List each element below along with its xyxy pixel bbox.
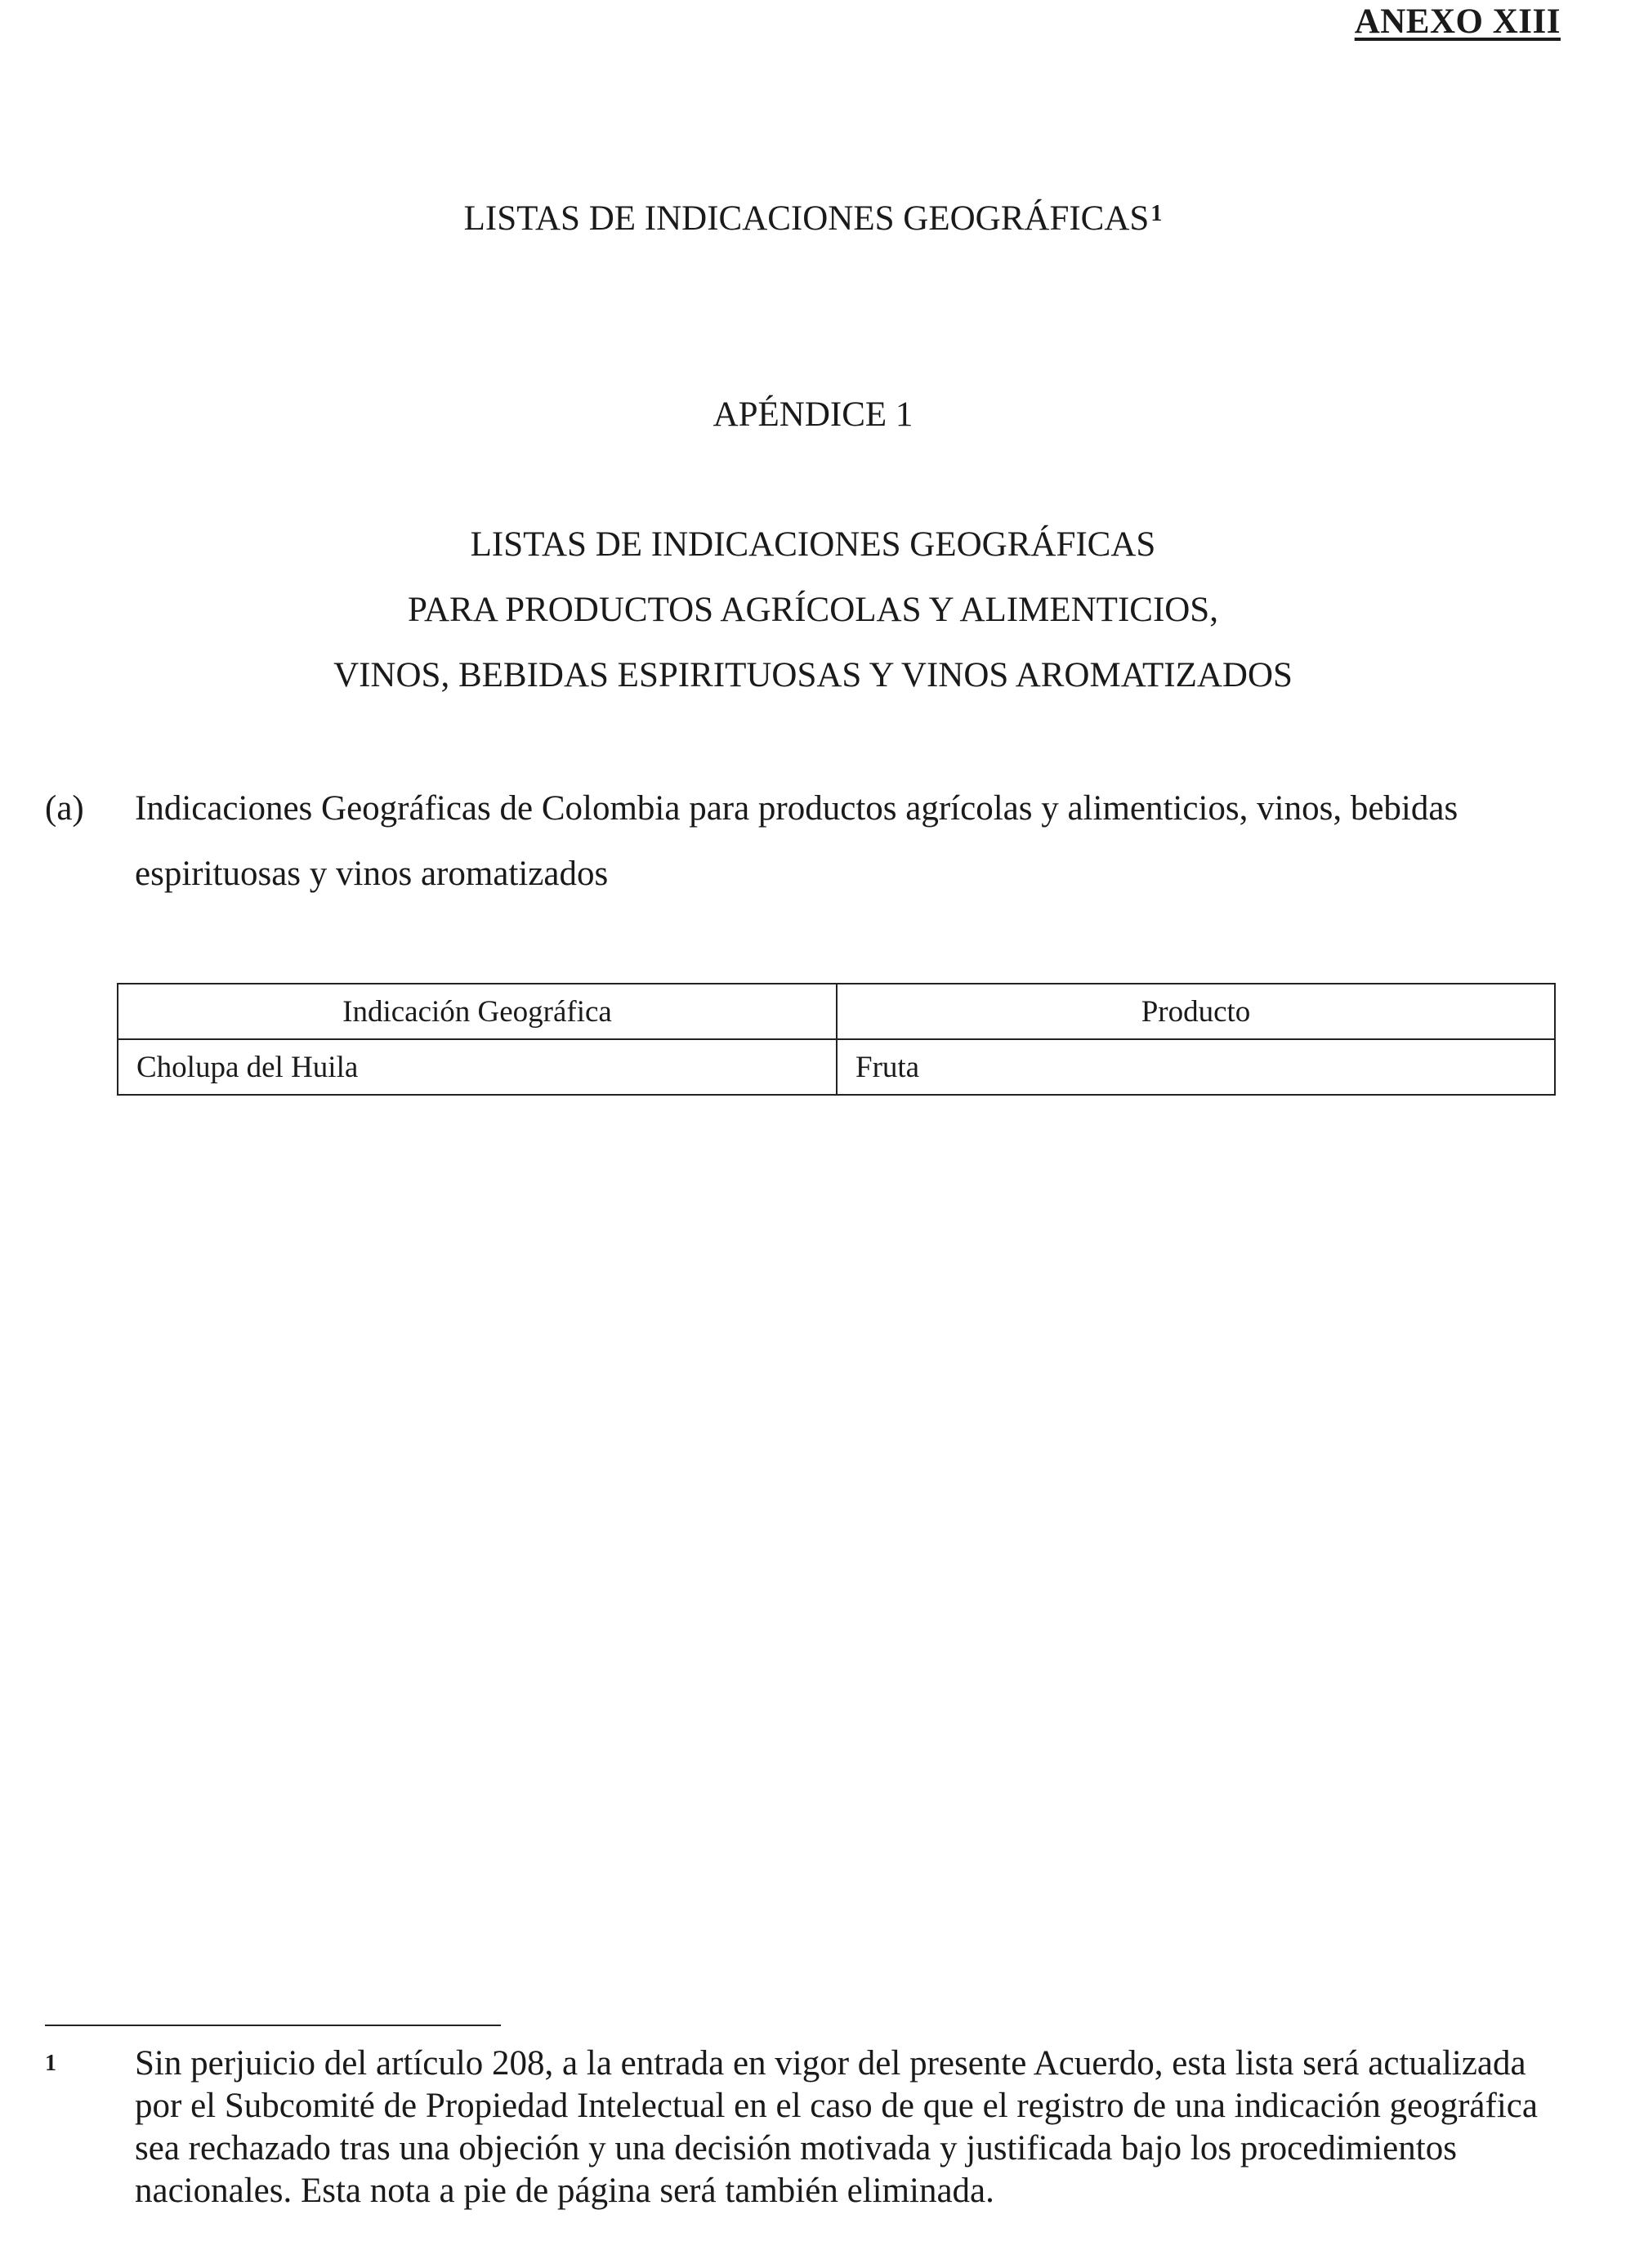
main-title [0,186,1626,252]
appendix-subtitle [0,512,1626,708]
footnote-mark: 1 [45,2051,56,2076]
column-header-indication: Indicación Geográfica [118,984,837,1039]
footnote-text: Sin perjuicio del artículo 208, a la entrada en vigor del presente Acuerdo, esta lista será actualizada por el Subcomité de Propiedad Intelectual en el caso de que el registro de una indicación geográfica sea rechazado tras una objeción y una decisión motivada y justificada bajo los procedimientos nacionales. Esta nota a pie de página será también eliminada. [135,2044,1538,2210]
section-text: Indicaciones Geográficas de Colombia para productos agrícolas y alimenticios, vinos, bebidas espirituosas y vinos aromatizados [135,789,1458,893]
appendix-subtitle-line: VINOS, BEBIDAS ESPIRITUOSAS Y VINOS AROMATIZADOS [333,656,1293,694]
main-title-text: LISTAS DE INDICACIONES GEOGRÁFICAS [463,199,1150,238]
geographic-indications-table [117,983,1556,1096]
table-header-row [118,984,1555,1039]
annex-label: ANEXO XIII [1354,2,1561,41]
section-marker: (a) [45,789,84,828]
table-row [118,1039,1555,1095]
footnote [45,2043,1581,2212]
appendix-subtitle-line: LISTAS DE INDICACIONES GEOGRÁFICAS [470,525,1156,564]
appendix-subtitle-line: PARA PRODUCTOS AGRÍCOLAS Y ALIMENTICIOS, [408,591,1218,629]
footnote-reference[interactable]: 1 [1150,201,1163,226]
footnote-divider [45,2025,501,2026]
cell-indication: Cholupa del Huila [118,1039,837,1095]
appendix-title: APÉNDICE 1 [712,395,914,434]
cell-product: Fruta [837,1039,1555,1095]
section-a [45,776,1581,907]
column-header-product: Producto [837,984,1555,1039]
